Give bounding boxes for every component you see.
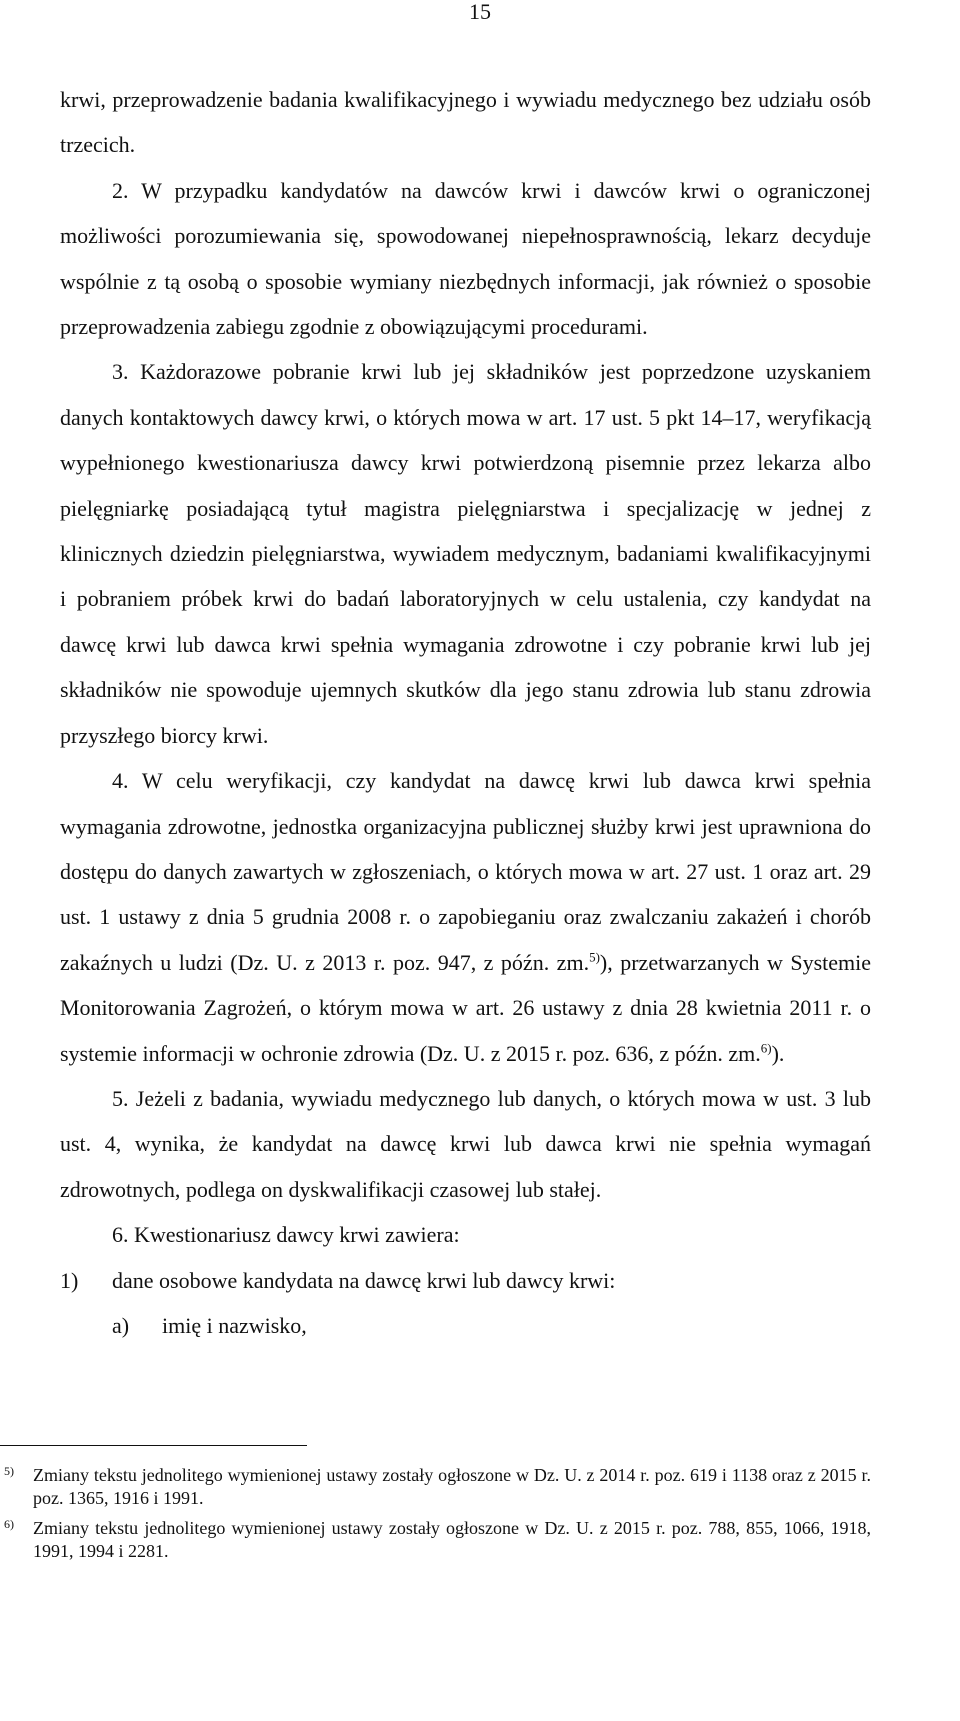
list-item-1: [60, 1258, 871, 1303]
paragraph-3: 3. Każdorazowe pobranie krwi lub jej składników jest poprzedzone uzyskaniem danych kontaktowych dawcy krwi, o których mowa w art. 17 ust. 5 pkt 14–17, weryfikacją wypełnionego kwestionariusza dawcy krwi potwierdzoną pisemnie przez lekarza albo pielęgniarkę posiadającą tytuł magistra pielęgniarstwa i specjalizację w jednej z klinicznych dziedzin pielęgniarstwa, wywiadem medycznym, badaniami kwalifikacyjnymi i pobraniem próbek krwi do badań laboratoryjnych w celu ustalenia, czy kandydat na dawcę krwi lub dawca krwi spełnia wymagania zdrowotne i czy pobranie krwi lub jej składników nie spowoduje ujemnych skutków dla jego stanu zdrowia lub stanu zdrowia przyszłego biorcy krwi.: [60, 359, 871, 748]
paragraph-6: 6. Kwestionariusz dawcy krwi zawiera:: [112, 1222, 460, 1248]
footnote-5: [0, 1464, 871, 1509]
paragraph-2: 2. W przypadku kandydatów na dawców krwi i dawców krwi o ograniczonej możliwości porozumiewania się, spowodowanej niepełnosprawnością, lekarz decyduje wspólnie z tą osobą o sposobie wymiany niezbędnych informacji, jak również o sposobie przeprowadzenia zabiegu zgodnie z obowiązującymi procedurami.: [60, 177, 871, 340]
paragraph-4-text-b: ), przetwarzanych w Systemie Monitorowania Zagrożeń, o którym mowa w art. 26 ustawy z dnia 28 kwietnia 2011 r. o systemie informacji w ochronie zdrowia (Dz. U. z 2015 r. poz. 636, z późn. zm.: [60, 949, 871, 1066]
page-number: 15: [469, 0, 491, 24]
list-item-a: [60, 1303, 871, 1348]
paragraph-5: 5. Jeżeli z badania, wywiadu medycznego lub danych, o których mowa w ust. 3 lub ust. 4, wynika, że kandydat na dawcę krwi lub dawca krwi nie spełnia wymagań zdrowotnych, podlega on dyskwalifikacji czasowej lub stałej.: [60, 1085, 871, 1202]
list-item-text: imię i nazwisko,: [162, 1312, 307, 1338]
footnotes: [0, 1464, 871, 1570]
footnote-mark: 5): [4, 1464, 14, 1478]
paragraph-4-text-a: 4. W celu weryfikacji, czy kandydat na dawcę krwi lub dawca krwi spełnia wymagania zdrowotne, jednostka organizacyjna publicznej służby krwi jest uprawniona do dostępu do danych zawartych w zgłoszeniach, o których mowa w art. 27 ust. 1 oraz art. 29 ust. 1 ustawy z dnia 5 grudnia 2008 r. o zapobieganiu oraz zwalczaniu zakażeń i chorób zakaźnych u ludzi (Dz. U. z 2013 r. poz. 947, z późn. zm.: [60, 768, 871, 975]
list-marker: a): [112, 1312, 130, 1338]
paragraph-4-text-c: ).: [771, 1040, 785, 1066]
list-item-text: dane osobowe kandydata na dawcę krwi lub dawcy krwi:: [112, 1267, 616, 1293]
paragraph-4: [60, 758, 871, 1076]
document-body: [60, 77, 871, 1348]
footnote-ref-6[interactable]: 6): [760, 1040, 772, 1056]
footnote-text: Zmiany tekstu jednolitego wymienionej ustawy zostały ogłoszone w Dz. U. z 2015 r. poz. 788, 855, 1066, 1918, 1991, 1994 i 2281.: [33, 1518, 871, 1561]
paragraph-continuation: krwi, przeprowadzenie badania kwalifikacyjnego i wywiadu medycznego bez udziału osób trzecich.: [60, 87, 871, 158]
footnote-text: Zmiany tekstu jednolitego wymienionej ustawy zostały ogłoszone w Dz. U. z 2014 r. poz. 619 i 1138 oraz z 2015 r. poz. 1365, 1916 i 1991.: [33, 1465, 871, 1508]
list-marker: 1): [60, 1267, 79, 1293]
footnote-mark: 6): [4, 1517, 14, 1531]
footnote-6: [0, 1517, 871, 1562]
footnote-separator: [0, 1445, 307, 1446]
footnote-ref-5[interactable]: 5): [589, 949, 600, 965]
